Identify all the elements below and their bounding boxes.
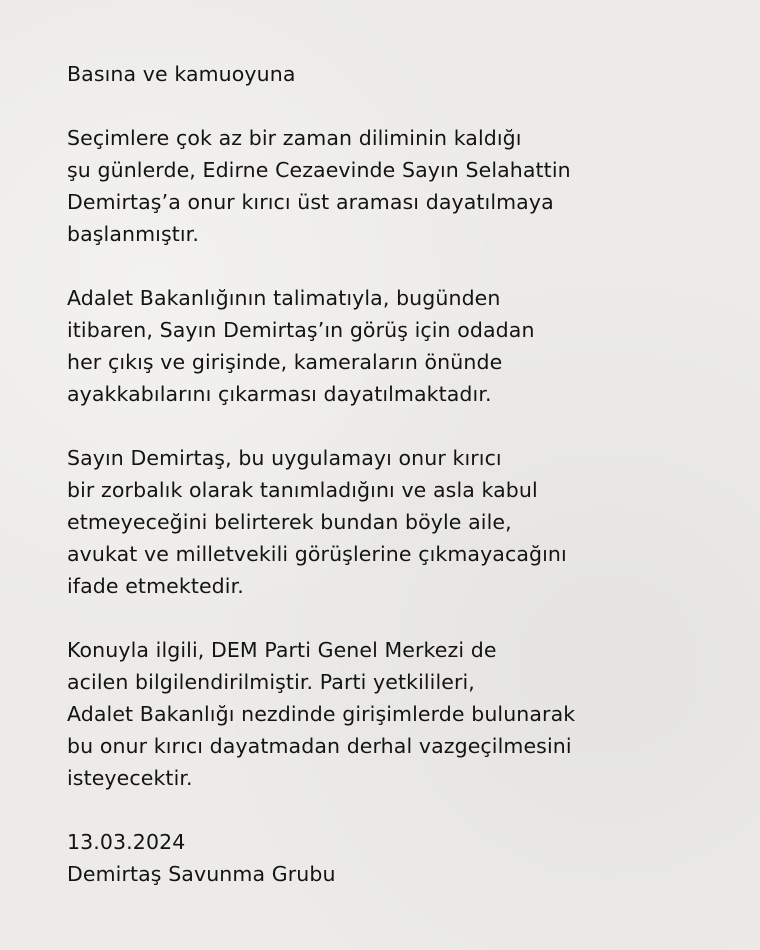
signature: Demirtaş Savunma Grubu	[67, 862, 336, 886]
paragraph-line: her çıkış ve girişinde, kameraların önünde	[67, 350, 503, 374]
paragraph-line: acilen bilgilendirilmiştir. Parti yetkilileri,	[67, 670, 475, 694]
paragraph-1	[67, 122, 740, 250]
paragraph-gap	[67, 410, 740, 442]
paragraph-line: Adalet Bakanlığı nezdinde girişimlerde bulunarak	[67, 702, 576, 726]
paragraph-line: başlanmıştır.	[67, 222, 199, 246]
paragraph-gap	[67, 90, 740, 122]
paragraph-line: Seçimlere çok az bir zaman diliminin kaldığı	[67, 126, 522, 150]
paragraph-line: Demirtaş’a onur kırıcı üst araması dayatılmaya	[67, 190, 554, 214]
paragraph-line: ayakkabılarını çıkarması dayatılmaktadır.	[67, 382, 492, 406]
paragraph-line: ifade etmektedir.	[67, 574, 244, 598]
statement-date: 13.03.2024	[67, 830, 186, 854]
paragraph-2	[67, 282, 740, 410]
salutation	[67, 58, 740, 90]
paragraph-line: Konuyla ilgili, DEM Parti Genel Merkezi de	[67, 638, 497, 662]
paragraph-3	[67, 442, 740, 602]
paragraph-4	[67, 634, 740, 794]
closing	[67, 826, 740, 890]
salutation-text: Basına ve kamuoyuna	[67, 62, 296, 86]
paragraph-line: isteyecektir.	[67, 766, 193, 790]
paragraph-line: itibaren, Sayın Demirtaş’ın görüş için odadan	[67, 318, 535, 342]
paragraph-line: bu onur kırıcı dayatmadan derhal vazgeçilmesini	[67, 734, 572, 758]
paragraph-line: Adalet Bakanlığının talimatıyla, bugünden	[67, 286, 501, 310]
paragraph-line: avukat ve milletvekili görüşlerine çıkmayacağını	[67, 542, 567, 566]
paragraph-line: Sayın Demirtaş, bu uygulamayı onur kırıcı	[67, 446, 502, 470]
paragraph-line: bir zorbalık olarak tanımladığını ve asla kabul	[67, 478, 538, 502]
paragraph-gap	[67, 794, 740, 826]
paragraph-line: etmeyeceğini belirterek bundan böyle aile,	[67, 510, 512, 534]
paragraph-gap	[67, 250, 740, 282]
paragraph-line: şu günlerde, Edirne Cezaevinde Sayın Selahattin	[67, 158, 571, 182]
paragraph-gap	[67, 602, 740, 634]
